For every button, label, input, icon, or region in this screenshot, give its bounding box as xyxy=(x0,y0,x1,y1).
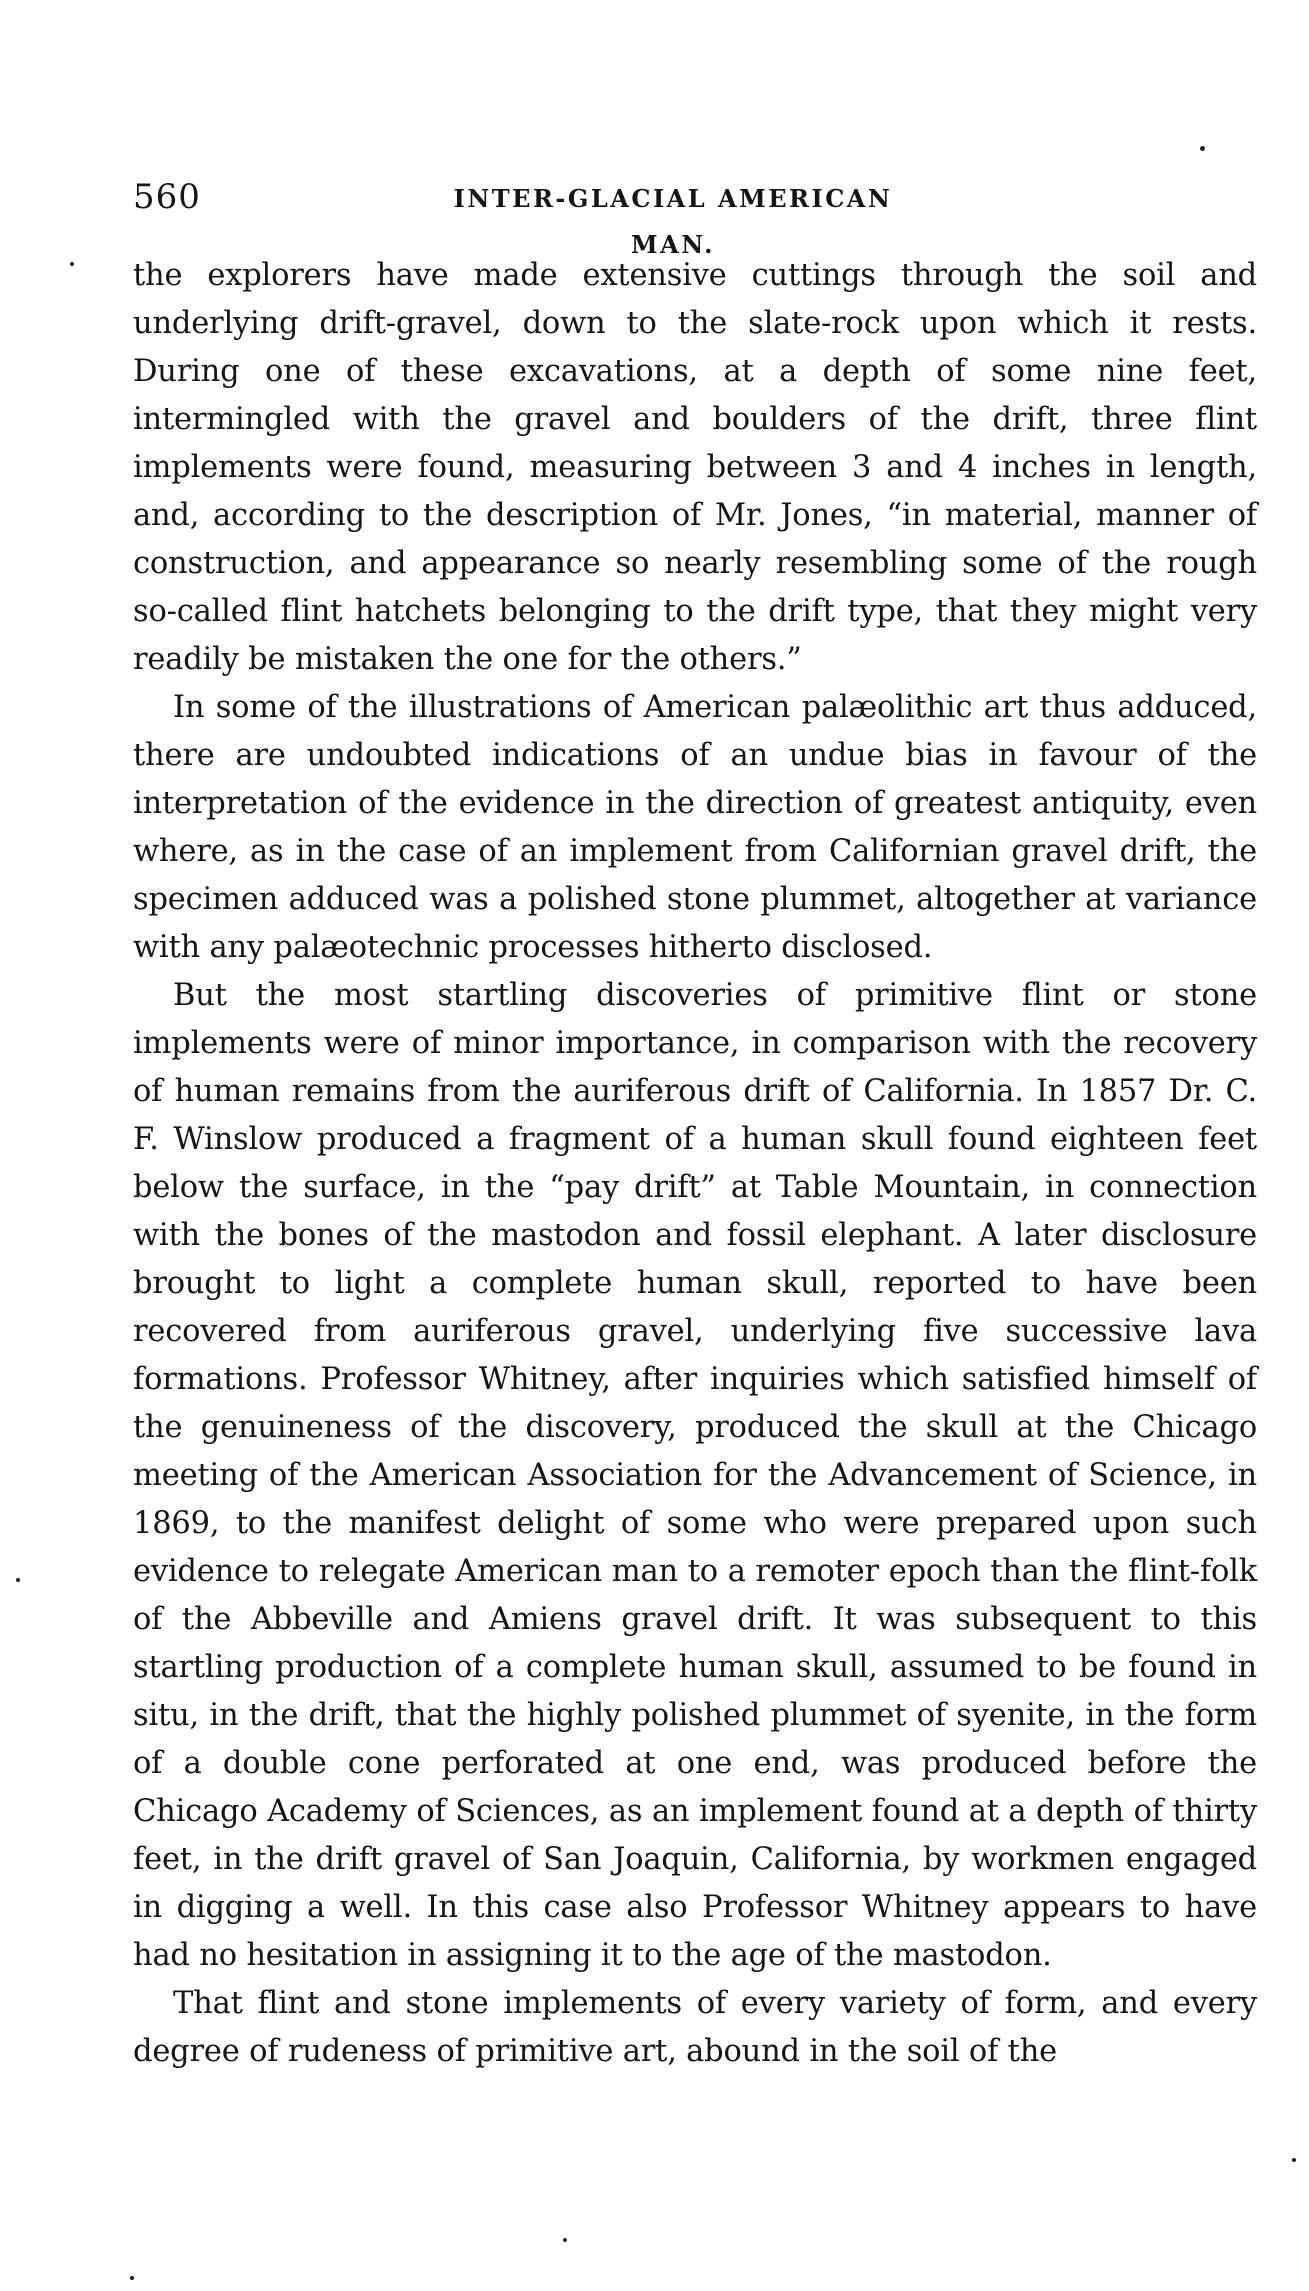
scan-speck xyxy=(130,2276,134,2280)
scan-speck xyxy=(16,1578,20,1582)
scan-speck xyxy=(1292,2158,1296,2162)
scan-speck xyxy=(563,2238,567,2242)
scan-speck xyxy=(1200,146,1205,151)
running-title: INTER-GLACIAL AMERICAN MAN. xyxy=(453,184,893,259)
body-text xyxy=(133,252,1257,2076)
page-number: 560 xyxy=(133,177,201,217)
scan-speck xyxy=(70,262,74,266)
paragraph-1: the explorers have made extensive cuttings through the soil and underlying drift-gravel, down to the slate-rock upon which it rests. During one of these excavations, at a depth of some nine feet, intermingled with the gravel and boulders of the drift, three flint implements were found, measuring between 3 and 4 inches in length, and, according to the description of Mr. Jones, “in material, manner of construction, and appearance so nearly resembling some of the rough so-called flint hatchets belonging to the drift type, that they might very readily be mistaken the one for the others.” xyxy=(133,258,1257,677)
paragraph-4: That flint and stone implements of every variety of form, and every degree of rudeness of primitive art, abound in the soil of the xyxy=(133,1986,1257,2069)
running-head xyxy=(133,172,1258,259)
paragraph-3: But the most startling discoveries of primitive flint or stone implements were of minor importance, in comparison with the recovery of human remains from the auriferous drift of California. In 1857 Dr. C. F. Winslow produced a fragment of a human skull found eighteen feet below the surface, in the “pay drift” at Table Mountain, in connection with the bones of the mastodon and fossil elephant. A later disclosure brought to light a complete human skull, reported to have been recovered from auriferous gravel, underlying five successive lava formations. Professor Whitney, after inquiries which satisfied himself of the genuineness of the discovery, produced the skull at the Chicago meeting of the American Association for the Advancement of Science, in 1869, to the manifest delight of some who were prepared upon such evidence to relegate American man to a remoter epoch than the flint-folk of the Abbeville and Amiens gravel drift. It was subsequent to this startling production of a complete human skull, assumed to be found in situ, in the drift, that the highly polished plummet of syenite, in the form of a double cone perforated at one end, was produced before the Chicago Academy of Sciences, as an implement found at a depth of thirty feet, in the drift gravel of San Joaquin, California, by workmen engaged in digging a well. In this case also Professor Whitney appears to have had no hesitation in assigning it to the age of the mastodon. xyxy=(133,978,1257,1973)
paragraph-2: In some of the illustrations of American palæolithic art thus adduced, there are undoubted indications of an undue bias in favour of the interpretation of the evidence in the direction of greatest antiquity, even where, as in the case of an implement from Californian gravel drift, the specimen adduced was a polished stone plummet, altogether at variance with any palæotechnic processes hitherto disclosed. xyxy=(133,690,1257,965)
